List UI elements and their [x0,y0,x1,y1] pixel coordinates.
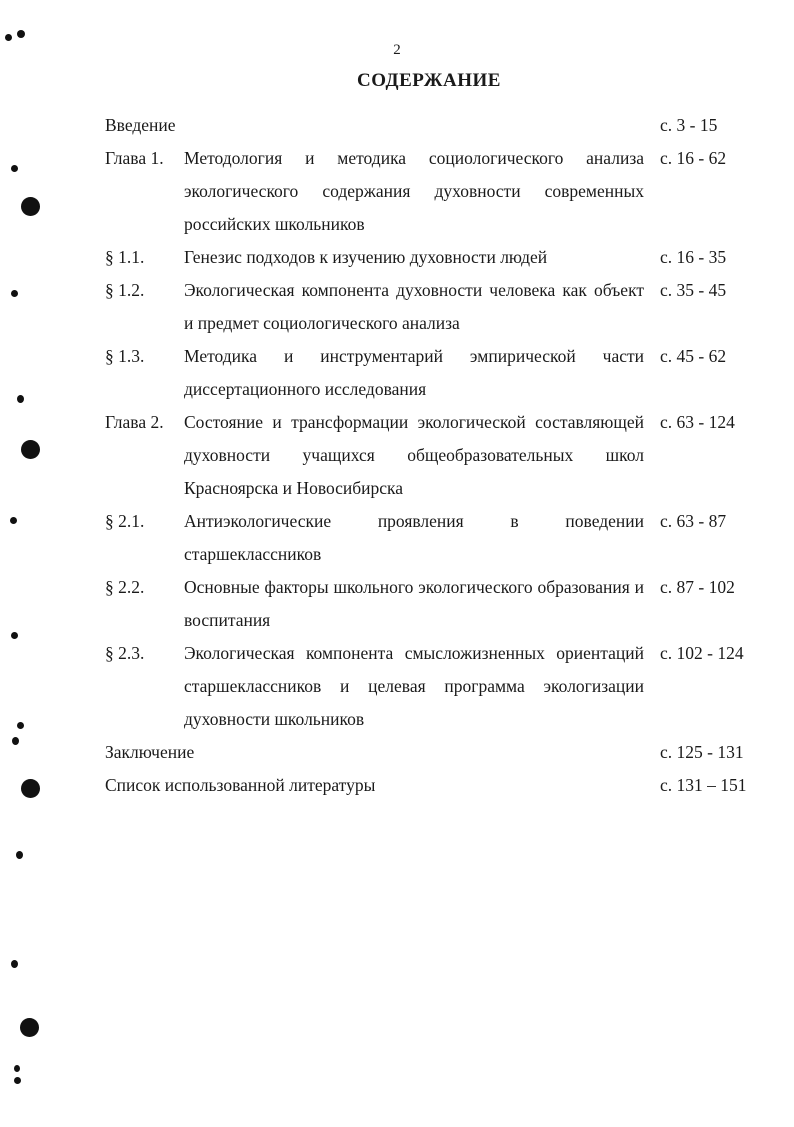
scan-speck [17,722,24,729]
toc-entry-section-1-2 [0,274,794,340]
toc-entry-label: § 2.3. [105,643,145,663]
toc-entry-label: Глава 2. [105,412,164,432]
toc-entry-text: Основные факторы школьного экологического образования и воспитания [184,577,644,630]
toc-entry-text: Антиэкологические проявления в поведении старшеклассников [184,511,644,564]
toc-entry-section-1-3 [0,340,794,406]
toc-entry-label: § 2.2. [105,577,145,597]
scan-speck [11,632,18,639]
toc-entry-section-2-2 [0,571,794,637]
scan-speck [14,1065,20,1072]
toc-entry-text: Введение [105,115,176,135]
toc-entry-label: § 1.3. [105,346,145,366]
toc-entry-pages: с. 45 - 62 [660,346,727,366]
toc-entry-text: Экологическая компонента духовности человека как объект и предмет социологического анализа [184,280,644,333]
toc-entry-pages: с. 87 - 102 [660,577,735,597]
toc-entry-text: Заключение [105,742,195,762]
toc-entry-section-2-3 [0,637,794,736]
toc-entry-pages: с. 16 - 62 [660,148,727,168]
toc-entry-label: § 1.2. [105,280,145,300]
toc-entry-section-1-1 [0,241,794,274]
scan-speck [12,737,19,745]
toc-entry-text: Экологическая компонента смысложизненных ориентаций старшеклассников и целевая программа экологизации духовности школьников [184,643,644,729]
scan-speck [16,851,23,859]
page-number: 2 [393,42,401,58]
punch-hole [21,779,40,798]
toc-entry-intro [0,109,794,142]
toc-entry-pages: с. 16 - 35 [660,247,727,267]
punch-hole [20,1018,39,1037]
toc-entry-pages: с. 125 - 131 [660,742,744,762]
scan-speck [17,395,24,403]
toc-entry-references [0,769,794,802]
toc-entry-label: § 2.1. [105,511,145,531]
toc-entry-pages: с. 63 - 87 [660,511,727,531]
scan-speck [14,1077,21,1084]
toc-entry-chapter-1 [0,142,794,241]
scan-speck [10,517,17,524]
toc-entry-label: § 1.1. [105,247,145,267]
toc-entry-text: Методология и методика социологического анализа экологического содержания духовности современных российских школьников [184,148,644,234]
toc-entry-pages: с. 35 - 45 [660,280,727,300]
toc-entry-label: Глава 1. [105,148,164,168]
toc-entry-text: Состояние и трансформации экологической составляющей духовности учащихся общеобразовательных школ Красноярска и Новосибирска [184,412,644,498]
page-title: СОДЕРЖАНИЕ [357,70,501,91]
toc-entry-pages: с. 102 - 124 [660,643,744,663]
table-of-contents [0,109,794,802]
toc-entry-text: Методика и инструментарий эмпирической части диссертационного исследования [184,346,644,399]
toc-entry-pages: с. 131 – 151 [660,775,747,795]
scan-speck [11,165,18,172]
toc-entry-conclusion [0,736,794,769]
scan-speck [11,960,18,968]
scan-speck [11,290,18,297]
toc-entry-section-2-1 [0,505,794,571]
punch-hole [21,440,40,459]
toc-entry-chapter-2 [0,406,794,505]
toc-entry-pages: с. 63 - 124 [660,412,735,432]
toc-entry-text: Список использованной литературы [105,775,376,795]
toc-entry-text: Генезис подходов к изучению духовности людей [184,247,548,267]
scan-speck [5,34,12,41]
punch-hole [21,197,40,216]
toc-entry-pages: с. 3 - 15 [660,115,718,135]
scan-speck [17,30,25,38]
